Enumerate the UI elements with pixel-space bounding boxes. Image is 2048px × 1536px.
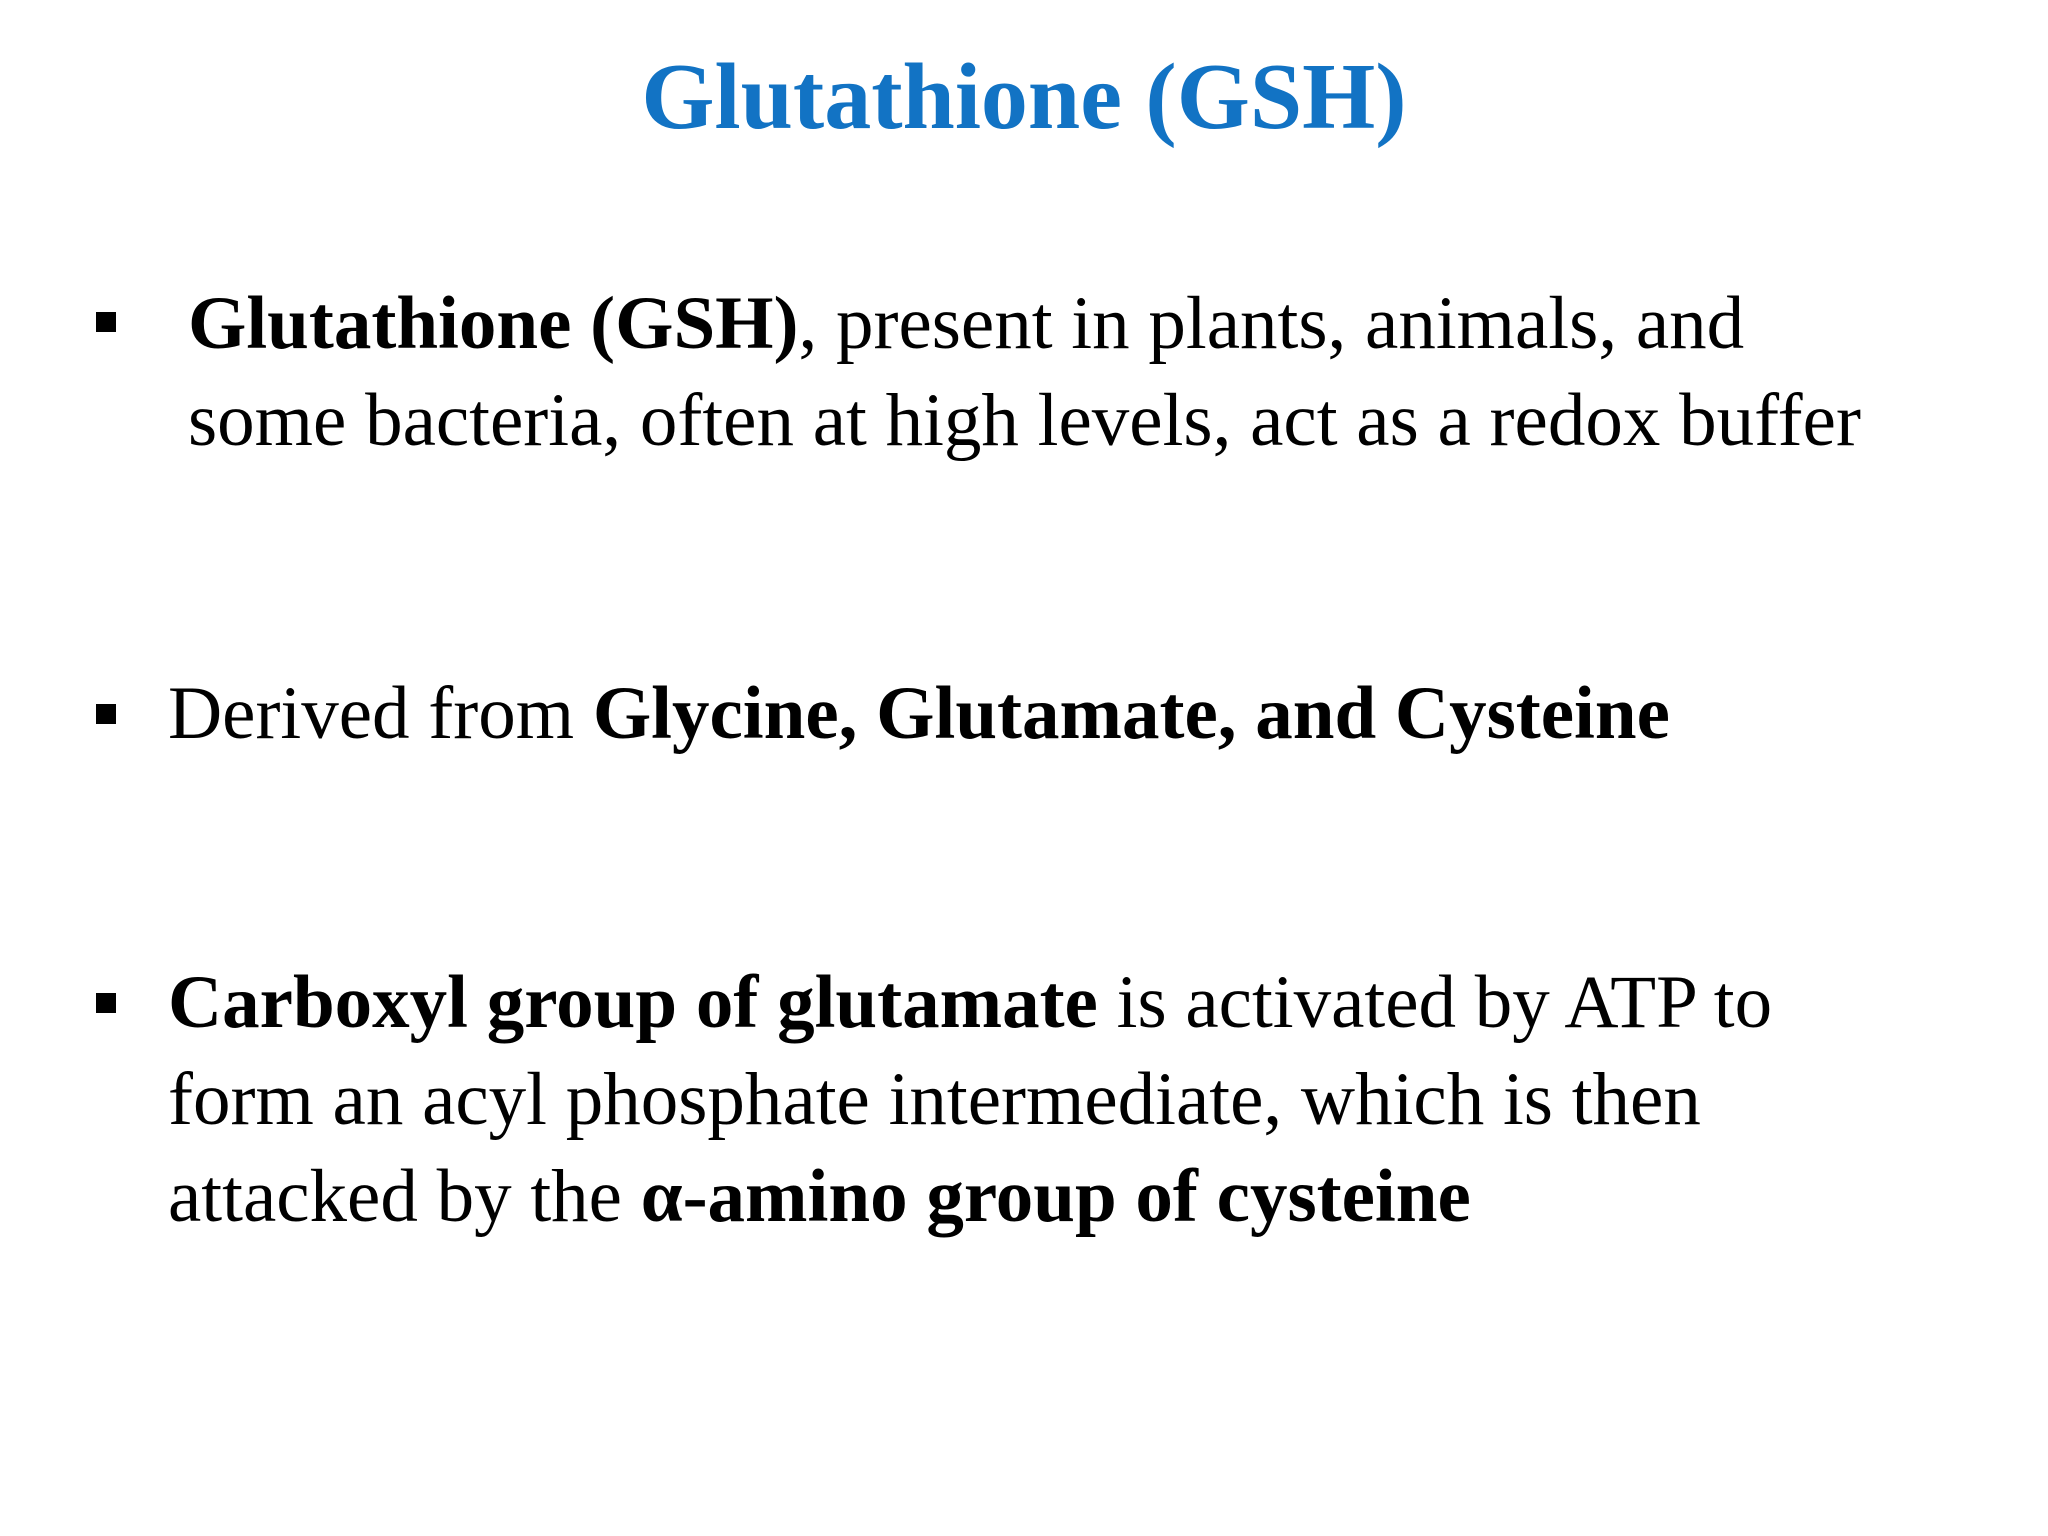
bullet-line bbox=[168, 954, 1772, 1051]
bold-phrase: Glycine, Glutamate, and Cysteine bbox=[592, 672, 1670, 755]
bullet-marker bbox=[96, 993, 116, 1013]
text-segment: is activated by ATP to bbox=[1097, 961, 1773, 1044]
bullet-line bbox=[168, 1051, 1772, 1148]
bullet-line bbox=[168, 1148, 1772, 1245]
bold-phrase: Glutathione (GSH) bbox=[188, 282, 799, 365]
bold-phrase: Carboxyl group of glutamate bbox=[168, 961, 1098, 1044]
text-segment: Derived from bbox=[168, 672, 593, 755]
bullet-line bbox=[188, 372, 1861, 469]
bullet-line bbox=[188, 275, 1861, 372]
bullet-marker bbox=[96, 704, 116, 724]
text-segment: attacked by the bbox=[168, 1155, 641, 1238]
bullet-text-gsh-definition bbox=[188, 275, 1861, 469]
text-segment: some bacteria, often at high levels, act as a redox buffer bbox=[188, 379, 1861, 462]
bold-phrase: α-amino group of cysteine bbox=[640, 1155, 1471, 1238]
text-segment: form an acyl phosphate intermediate, which is then bbox=[168, 1058, 1701, 1141]
slide-title: Glutathione (GSH) bbox=[641, 45, 1407, 149]
bullet-text-derived-from bbox=[168, 665, 1670, 762]
text-segment: , present in plants, animals, and bbox=[798, 282, 1745, 365]
bullet-marker bbox=[96, 312, 116, 332]
bullet-line bbox=[168, 665, 1670, 762]
bullet-text-mechanism bbox=[168, 954, 1772, 1245]
